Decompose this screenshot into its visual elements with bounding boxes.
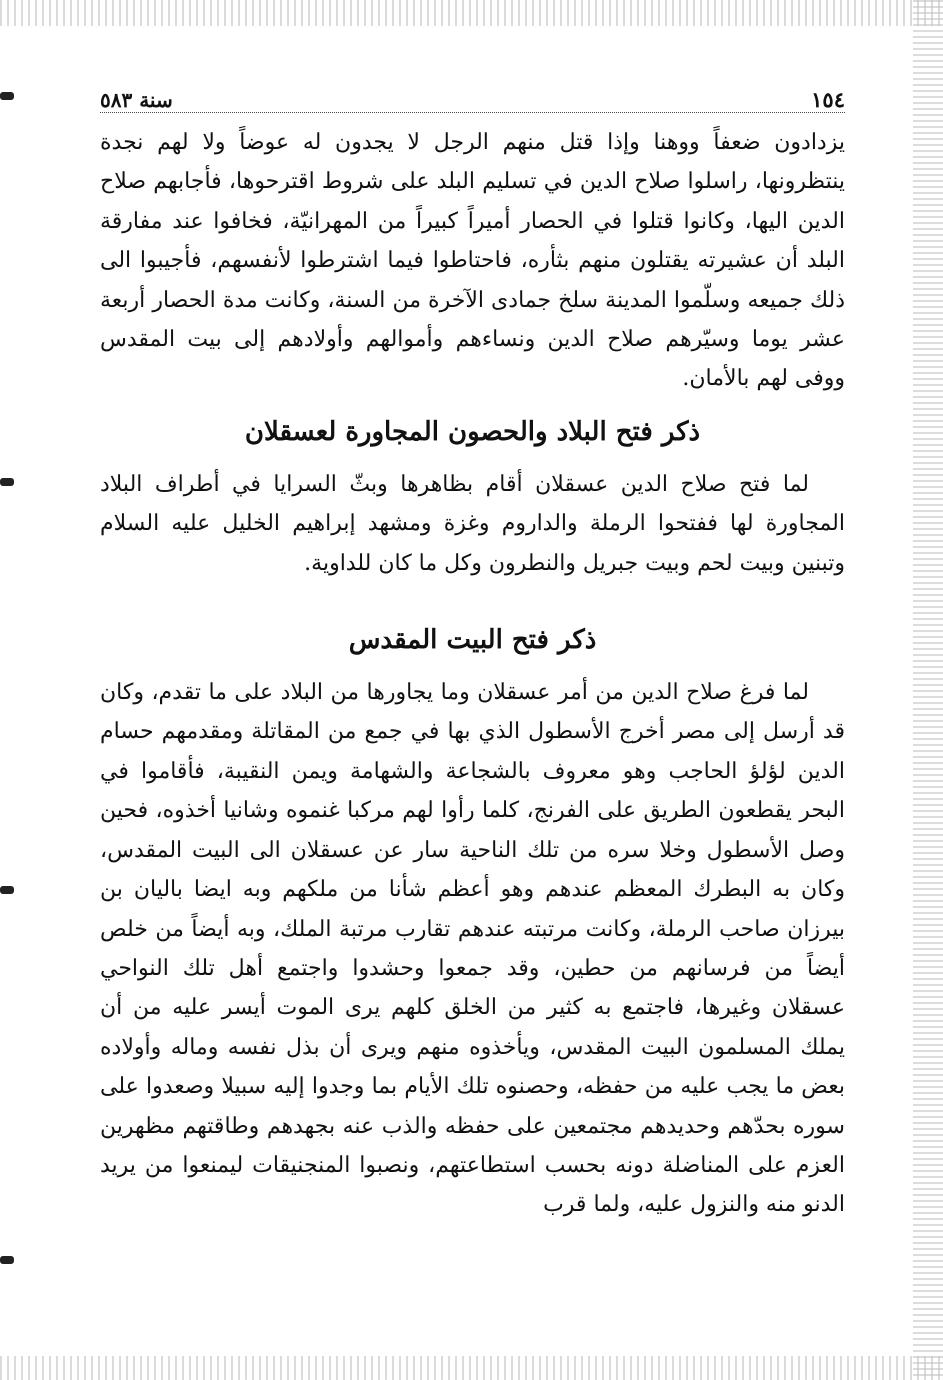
binding-mark [0,478,14,486]
running-header [100,80,845,113]
scan-border-right [913,0,943,1380]
section-paragraph-jerusalem: لما فرغ صلاح الدين من أمر عسقلان وما يجاورها من البلاد على ما تقدم، وكان قد أرسل إلى مصر أخرج الأسطول الذي بها في جمع من المقاتلة ومقدمهم حسام الدين لؤلؤ الحاجب وهو معروف بالشجاعة والشهامة ويمن النقيبة، فأقاموا في البحر يقطعون الطريق على الفرنج، كلما رأوا لهم مركبا غنموه وشانيا أخذوه، فحين وصل الأسطول وخلا سره من تلك الناحية سار عن عسقلان الى البيت المقدس، وكان به البطرك المعظم عندهم وهو أعظم شأنا من ملكهم وبه ايضا باليان بن بيرزان صاحب الرملة، وكانت مرتبته عندهم تقارب مرتبة الملك، وبه أيضاً من خلص أيضاً من فرسانهم من حطين، وقد جمعوا وحشدوا واجتمع أهل تلك النواحي عسقلان وغيرها، فاجتمع به كثير من الخلق كلهم يرى الموت أيسر عليه من أن يملك المسلمون البيت المقدس، ويأخذوه منهم ويرى أن بذل نفسه وماله وأولاده بعض ما يجب عليه من حفظه، وحصنوه تلك الأيام بما وجدوا إليه سبيلا وصعدوا على سوره بحدّهم وحديدهم مجتمعين على حفظه والذب عنه بجهدهم وطاقتهم مظهرين العزم على المناضلة دونه بحسب استطاعتهم، ونصبوا المنجنيقات ليمنعوا من يريد الدنو منه والنزول عليه، ولما قرب [100,680,845,1218]
binding-mark [0,92,14,100]
section-paragraph-neighbouring-forts: لما فتح صلاح الدين عسقلان أقام بظاهرها وبثّ السرايا في أطراف البلاد المجاورة لها ففتحوا الرملة والداروم وغزة ومشهد إبراهيم الخليل عليه السلام وتبنين وبيت لحم وبيت جبريل والنطرون وكل ما كان للداوية. [100,471,845,576]
scan-border-top [0,0,943,26]
intro-paragraph: يزدادون ضعفاً ووهنا وإذا قتل منهم الرجل لا يجدون له عوضاً ولا لهم نجدة ينتظرونها، راسلوا صلاح الدين في تسليم البلد على شروط اقترحوها، فأجابهم صلاح الدين اليها، وكانوا قتلوا في الحصار أميراً كبيراً من المهرانيّة، فخافوا عند مفارقة البلد أن عشيرته يقتلون منهم بثأره، فاحتاطوا فيما اشترطوا لأنفسهم، فأجيبوا الى ذلك جميعه وسلّموا المدينة سلخ جمادى الآخرة من السنة، وكانت مدة الحصار أربعة عشر يوما وسيّرهم صلاح الدين ونساءهم وأموالهم وأولادهم إلى بيت المقدس ووفى لهم بالأمان. [100,130,846,392]
section-title-jerusalem: ذكر فتح البيت المقدس [348,625,597,656]
page-number: ١٥٤ [811,87,845,112]
scan-border-bottom [0,1356,943,1380]
year-heading: سنة ٥٨٣ [100,88,173,112]
binding-mark [0,1256,14,1264]
book-page [100,80,845,1225]
binding-mark [0,886,14,894]
section-title-neighbouring-forts: ذكر فتح البلاد والحصون المجاورة لعسقلان [244,416,701,447]
